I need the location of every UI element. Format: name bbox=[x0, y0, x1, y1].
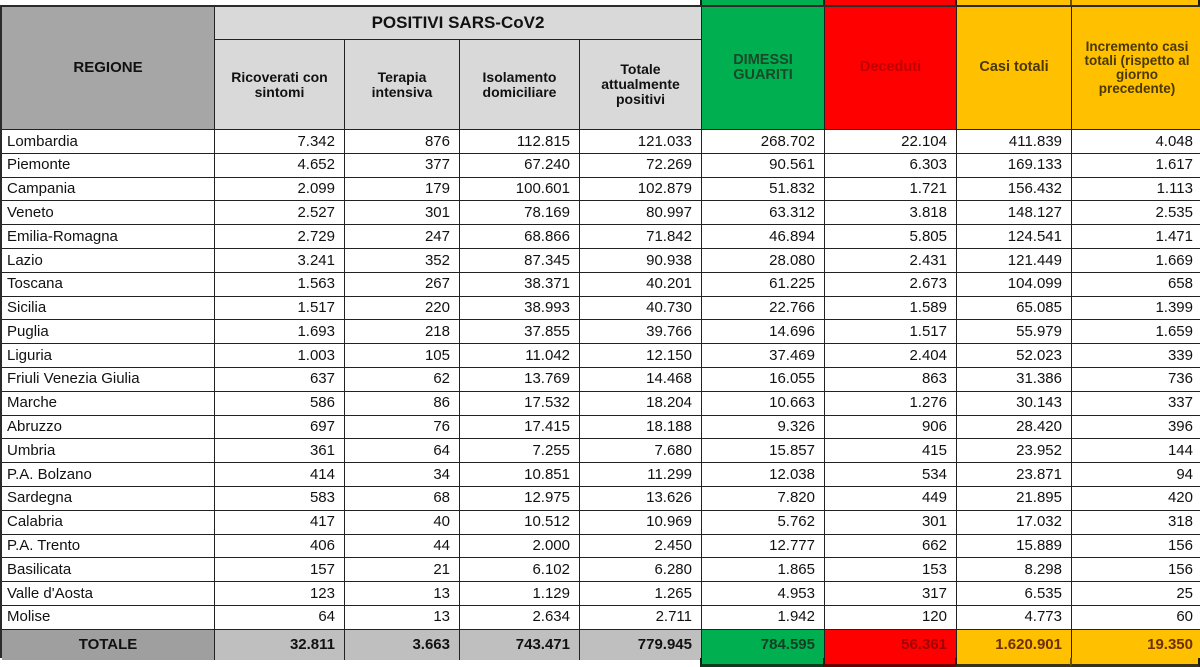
value-cell: 1.721 bbox=[825, 178, 957, 202]
value-cell: 13 bbox=[345, 606, 460, 630]
value-cell: 1.517 bbox=[215, 297, 345, 321]
value-cell: 21 bbox=[345, 558, 460, 582]
value-cell: 6.280 bbox=[580, 558, 702, 582]
value-cell: 2.729 bbox=[215, 225, 345, 249]
value-cell: 1.669 bbox=[1072, 249, 1200, 273]
casi-totali-column-bottom-bleed bbox=[955, 658, 1070, 667]
value-cell: 105 bbox=[345, 344, 460, 368]
header-deceduti: Deceduti bbox=[824, 7, 957, 130]
value-cell: 7.820 bbox=[702, 487, 825, 511]
value-cell: 23.952 bbox=[957, 439, 1072, 463]
totale-value-cell: 3.663 bbox=[345, 630, 460, 660]
value-cell: 112.815 bbox=[460, 130, 580, 154]
totale-value-cell: 779.945 bbox=[580, 630, 702, 660]
value-cell: 662 bbox=[825, 535, 957, 559]
value-cell: 17.415 bbox=[460, 416, 580, 440]
value-cell: 22.104 bbox=[825, 130, 957, 154]
value-cell: 17.032 bbox=[957, 511, 1072, 535]
header-positivi-sars-cov2: POSITIVI SARS-CoV2 bbox=[215, 7, 702, 40]
region-name-cell: Molise bbox=[2, 606, 215, 630]
value-cell: 60 bbox=[1072, 606, 1200, 630]
value-cell: 156 bbox=[1072, 558, 1200, 582]
value-cell: 1.129 bbox=[460, 582, 580, 606]
value-cell: 55.979 bbox=[957, 320, 1072, 344]
value-cell: 63.312 bbox=[702, 201, 825, 225]
value-cell: 268.702 bbox=[702, 130, 825, 154]
value-cell: 12.038 bbox=[702, 463, 825, 487]
value-cell: 37.469 bbox=[702, 344, 825, 368]
value-cell: 2.450 bbox=[580, 535, 702, 559]
value-cell: 104.099 bbox=[957, 273, 1072, 297]
value-cell: 449 bbox=[825, 487, 957, 511]
value-cell: 415 bbox=[825, 439, 957, 463]
value-cell: 876 bbox=[345, 130, 460, 154]
value-cell: 301 bbox=[825, 511, 957, 535]
incremento-column-bottom-bleed bbox=[1070, 658, 1200, 667]
value-cell: 396 bbox=[1072, 416, 1200, 440]
value-cell: 12.975 bbox=[460, 487, 580, 511]
value-cell: 2.527 bbox=[215, 201, 345, 225]
value-cell: 1.659 bbox=[1072, 320, 1200, 344]
region-name-cell: Valle d'Aosta bbox=[2, 582, 215, 606]
value-cell: 37.855 bbox=[460, 320, 580, 344]
value-cell: 10.851 bbox=[460, 463, 580, 487]
value-cell: 14.468 bbox=[580, 368, 702, 392]
value-cell: 124.541 bbox=[957, 225, 1072, 249]
value-cell: 87.345 bbox=[460, 249, 580, 273]
totale-row-label: TOTALE bbox=[2, 630, 215, 660]
value-cell: 5.762 bbox=[702, 511, 825, 535]
value-cell: 12.777 bbox=[702, 535, 825, 559]
value-cell: 420 bbox=[1072, 487, 1200, 511]
value-cell: 1.693 bbox=[215, 320, 345, 344]
value-cell: 17.532 bbox=[460, 392, 580, 416]
region-name-cell: Basilicata bbox=[2, 558, 215, 582]
value-cell: 247 bbox=[345, 225, 460, 249]
value-cell: 22.766 bbox=[702, 297, 825, 321]
value-cell: 148.127 bbox=[957, 201, 1072, 225]
value-cell: 3.241 bbox=[215, 249, 345, 273]
value-cell: 78.169 bbox=[460, 201, 580, 225]
region-name-cell: P.A. Trento bbox=[2, 535, 215, 559]
header-totale-attualmente-positivi: Totale attualmente positivi bbox=[580, 40, 702, 130]
header-terapia-intensiva: Terapia intensiva bbox=[345, 40, 460, 130]
value-cell: 65.085 bbox=[957, 297, 1072, 321]
value-cell: 156.432 bbox=[957, 178, 1072, 202]
region-name-cell: Calabria bbox=[2, 511, 215, 535]
value-cell: 46.894 bbox=[702, 225, 825, 249]
value-cell: 6.535 bbox=[957, 582, 1072, 606]
value-cell: 40.201 bbox=[580, 273, 702, 297]
region-name-cell: Piemonte bbox=[2, 154, 215, 178]
value-cell: 1.265 bbox=[580, 582, 702, 606]
value-cell: 80.997 bbox=[580, 201, 702, 225]
value-cell: 2.535 bbox=[1072, 201, 1200, 225]
value-cell: 90.561 bbox=[702, 154, 825, 178]
header-isolamento-domiciliare: Isolamento domiciliare bbox=[460, 40, 580, 130]
region-name-cell: Emilia-Romagna bbox=[2, 225, 215, 249]
value-cell: 8.298 bbox=[957, 558, 1072, 582]
value-cell: 9.326 bbox=[702, 416, 825, 440]
value-cell: 1.517 bbox=[825, 320, 957, 344]
value-cell: 12.150 bbox=[580, 344, 702, 368]
region-name-cell: Abruzzo bbox=[2, 416, 215, 440]
value-cell: 28.080 bbox=[702, 249, 825, 273]
value-cell: 13 bbox=[345, 582, 460, 606]
value-cell: 10.512 bbox=[460, 511, 580, 535]
value-cell: 339 bbox=[1072, 344, 1200, 368]
value-cell: 414 bbox=[215, 463, 345, 487]
value-cell: 94 bbox=[1072, 463, 1200, 487]
value-cell: 2.673 bbox=[825, 273, 957, 297]
region-name-cell: Marche bbox=[2, 392, 215, 416]
value-cell: 44 bbox=[345, 535, 460, 559]
value-cell: 64 bbox=[345, 439, 460, 463]
value-cell: 7.342 bbox=[215, 130, 345, 154]
region-name-cell: Lombardia bbox=[2, 130, 215, 154]
region-name-cell: Liguria bbox=[2, 344, 215, 368]
value-cell: 156 bbox=[1072, 535, 1200, 559]
region-name-cell: Puglia bbox=[2, 320, 215, 344]
region-name-cell: Veneto bbox=[2, 201, 215, 225]
value-cell: 2.404 bbox=[825, 344, 957, 368]
value-cell: 1.276 bbox=[825, 392, 957, 416]
value-cell: 86 bbox=[345, 392, 460, 416]
value-cell: 18.188 bbox=[580, 416, 702, 440]
value-cell: 121.033 bbox=[580, 130, 702, 154]
value-cell: 52.023 bbox=[957, 344, 1072, 368]
value-cell: 169.133 bbox=[957, 154, 1072, 178]
region-name-cell: Sicilia bbox=[2, 297, 215, 321]
value-cell: 317 bbox=[825, 582, 957, 606]
value-cell: 121.449 bbox=[957, 249, 1072, 273]
value-cell: 220 bbox=[345, 297, 460, 321]
value-cell: 7.255 bbox=[460, 439, 580, 463]
totale-value-cell: 56.361 bbox=[825, 630, 957, 660]
header-incremento-casi-totali: Incremento casi totali (rispetto al giorno precedente) bbox=[1072, 7, 1200, 130]
totale-value-cell: 743.471 bbox=[460, 630, 580, 660]
value-cell: 102.879 bbox=[580, 178, 702, 202]
value-cell: 583 bbox=[215, 487, 345, 511]
value-cell: 76 bbox=[345, 416, 460, 440]
value-cell: 72.269 bbox=[580, 154, 702, 178]
value-cell: 1.563 bbox=[215, 273, 345, 297]
value-cell: 39.766 bbox=[580, 320, 702, 344]
value-cell: 90.938 bbox=[580, 249, 702, 273]
value-cell: 6.303 bbox=[825, 154, 957, 178]
value-cell: 1.399 bbox=[1072, 297, 1200, 321]
value-cell: 34 bbox=[345, 463, 460, 487]
totale-value-cell: 784.595 bbox=[702, 630, 825, 660]
value-cell: 157 bbox=[215, 558, 345, 582]
value-cell: 13.626 bbox=[580, 487, 702, 511]
value-cell: 301 bbox=[345, 201, 460, 225]
value-cell: 71.842 bbox=[580, 225, 702, 249]
value-cell: 10.663 bbox=[702, 392, 825, 416]
value-cell: 64 bbox=[215, 606, 345, 630]
header-casi-totali: Casi totali bbox=[956, 7, 1072, 130]
value-cell: 4.773 bbox=[957, 606, 1072, 630]
value-cell: 40.730 bbox=[580, 297, 702, 321]
value-cell: 123 bbox=[215, 582, 345, 606]
region-name-cell: Lazio bbox=[2, 249, 215, 273]
value-cell: 586 bbox=[215, 392, 345, 416]
value-cell: 2.000 bbox=[460, 535, 580, 559]
value-cell: 7.680 bbox=[580, 439, 702, 463]
totale-value-cell: 1.620.901 bbox=[957, 630, 1072, 660]
header-regione: REGIONE bbox=[2, 7, 215, 130]
region-name-cell: P.A. Bolzano bbox=[2, 463, 215, 487]
value-cell: 13.769 bbox=[460, 368, 580, 392]
value-cell: 15.889 bbox=[957, 535, 1072, 559]
region-name-cell: Campania bbox=[2, 178, 215, 202]
value-cell: 2.431 bbox=[825, 249, 957, 273]
value-cell: 25 bbox=[1072, 582, 1200, 606]
region-name-cell: Sardegna bbox=[2, 487, 215, 511]
value-cell: 120 bbox=[825, 606, 957, 630]
value-cell: 31.386 bbox=[957, 368, 1072, 392]
value-cell: 406 bbox=[215, 535, 345, 559]
value-cell: 267 bbox=[345, 273, 460, 297]
value-cell: 906 bbox=[825, 416, 957, 440]
value-cell: 411.839 bbox=[957, 130, 1072, 154]
value-cell: 1.617 bbox=[1072, 154, 1200, 178]
value-cell: 68 bbox=[345, 487, 460, 511]
region-name-cell: Umbria bbox=[2, 439, 215, 463]
value-cell: 153 bbox=[825, 558, 957, 582]
value-cell: 352 bbox=[345, 249, 460, 273]
value-cell: 67.240 bbox=[460, 154, 580, 178]
value-cell: 68.866 bbox=[460, 225, 580, 249]
value-cell: 11.299 bbox=[580, 463, 702, 487]
value-cell: 38.371 bbox=[460, 273, 580, 297]
value-cell: 377 bbox=[345, 154, 460, 178]
value-cell: 144 bbox=[1072, 439, 1200, 463]
region-name-cell: Friuli Venezia Giulia bbox=[2, 368, 215, 392]
value-cell: 637 bbox=[215, 368, 345, 392]
region-name-cell: Toscana bbox=[2, 273, 215, 297]
value-cell: 61.225 bbox=[702, 273, 825, 297]
value-cell: 51.832 bbox=[702, 178, 825, 202]
value-cell: 2.634 bbox=[460, 606, 580, 630]
value-cell: 1.865 bbox=[702, 558, 825, 582]
value-cell: 4.652 bbox=[215, 154, 345, 178]
value-cell: 28.420 bbox=[957, 416, 1072, 440]
value-cell: 1.003 bbox=[215, 344, 345, 368]
value-cell: 62 bbox=[345, 368, 460, 392]
header-dimessi-guariti: DIMESSI GUARITI bbox=[701, 7, 825, 130]
value-cell: 23.871 bbox=[957, 463, 1072, 487]
header-ricoverati-con-sintomi: Ricoverati con sintomi bbox=[215, 40, 345, 130]
value-cell: 100.601 bbox=[460, 178, 580, 202]
dimessi-column-bottom-bleed bbox=[700, 658, 823, 667]
totale-value-cell: 19.350 bbox=[1072, 630, 1200, 660]
value-cell: 30.143 bbox=[957, 392, 1072, 416]
value-cell: 736 bbox=[1072, 368, 1200, 392]
value-cell: 21.895 bbox=[957, 487, 1072, 511]
value-cell: 4.953 bbox=[702, 582, 825, 606]
value-cell: 863 bbox=[825, 368, 957, 392]
value-cell: 11.042 bbox=[460, 344, 580, 368]
value-cell: 1.113 bbox=[1072, 178, 1200, 202]
value-cell: 40 bbox=[345, 511, 460, 535]
value-cell: 1.942 bbox=[702, 606, 825, 630]
value-cell: 2.099 bbox=[215, 178, 345, 202]
deceduti-column-bottom-bleed bbox=[823, 658, 955, 667]
value-cell: 4.048 bbox=[1072, 130, 1200, 154]
value-cell: 658 bbox=[1072, 273, 1200, 297]
value-cell: 417 bbox=[215, 511, 345, 535]
covid-data-table bbox=[0, 5, 1200, 658]
value-cell: 179 bbox=[345, 178, 460, 202]
value-cell: 1.589 bbox=[825, 297, 957, 321]
value-cell: 697 bbox=[215, 416, 345, 440]
value-cell: 14.696 bbox=[702, 320, 825, 344]
value-cell: 218 bbox=[345, 320, 460, 344]
value-cell: 38.993 bbox=[460, 297, 580, 321]
value-cell: 5.805 bbox=[825, 225, 957, 249]
value-cell: 318 bbox=[1072, 511, 1200, 535]
totale-value-cell: 32.811 bbox=[215, 630, 345, 660]
value-cell: 361 bbox=[215, 439, 345, 463]
value-cell: 1.471 bbox=[1072, 225, 1200, 249]
value-cell: 337 bbox=[1072, 392, 1200, 416]
value-cell: 6.102 bbox=[460, 558, 580, 582]
value-cell: 534 bbox=[825, 463, 957, 487]
value-cell: 2.711 bbox=[580, 606, 702, 630]
value-cell: 15.857 bbox=[702, 439, 825, 463]
value-cell: 10.969 bbox=[580, 511, 702, 535]
value-cell: 16.055 bbox=[702, 368, 825, 392]
value-cell: 18.204 bbox=[580, 392, 702, 416]
value-cell: 3.818 bbox=[825, 201, 957, 225]
